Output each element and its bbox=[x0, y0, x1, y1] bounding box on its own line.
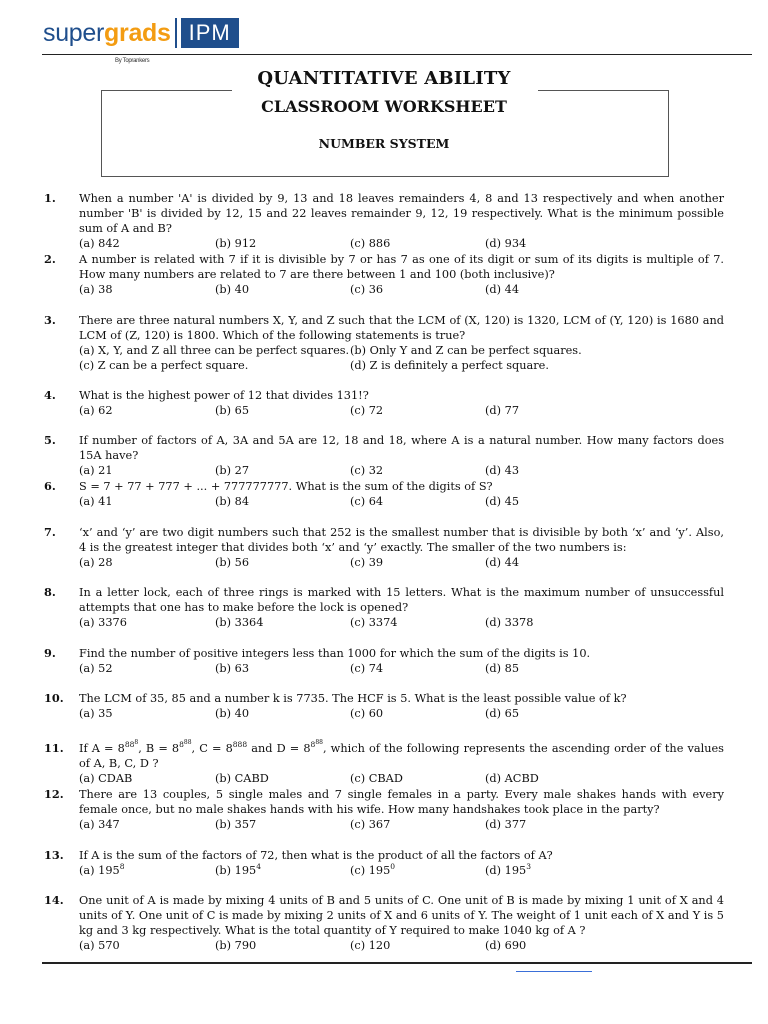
option-b: (b) 790 bbox=[215, 939, 257, 952]
question-number: 1. bbox=[44, 191, 56, 205]
page-title: QUANTITATIVE ABILITY bbox=[257, 68, 511, 89]
option-c: (c) CBAD bbox=[350, 772, 403, 785]
question-text: The LCM of 35, 85 and a number k is 7735. The HCF is 5. What is the least possible value of k? bbox=[79, 692, 627, 705]
question-number: 13. bbox=[44, 848, 64, 862]
question-8 bbox=[44, 585, 724, 630]
logo-wordmark bbox=[43, 18, 171, 64]
option-a: (a) X, Y, and Z all three can be perfect squares. bbox=[79, 344, 350, 357]
option-d: (d) 690 bbox=[485, 939, 527, 952]
option-d: (d) 85 bbox=[485, 662, 520, 675]
option-row bbox=[79, 706, 724, 721]
option-b: (b) 912 bbox=[215, 237, 257, 250]
question-text: When a number 'A' is divided by 9, 13 and 18 leaves remainders 4, 8 and 13 respectively and when another number 'B' is divided by 12, 15 and 22 leaves remainder 9, 12, 19 respectively. What is the minimum possible sum of A and B? bbox=[79, 192, 724, 235]
question-10 bbox=[44, 691, 724, 721]
option-c: (c) 3374 bbox=[350, 616, 398, 629]
question-number: 7. bbox=[44, 525, 56, 539]
option-row bbox=[79, 358, 724, 373]
question-text: There are 13 couples, 5 single males and 7 single females in a party. Every male shakes hands with every female once, but no male shakes hands with his wife. How many handshakes took place in the party? bbox=[79, 788, 724, 816]
option-b: (b) 84 bbox=[215, 495, 250, 508]
option-row bbox=[79, 463, 724, 478]
option-a: (a) 21 bbox=[79, 464, 113, 477]
logo-tagline: By Toprankers bbox=[115, 58, 150, 64]
option-d: (d) 44 bbox=[485, 556, 520, 569]
option-row bbox=[79, 661, 724, 676]
footer-link-underline[interactable] bbox=[516, 971, 592, 972]
option-a: (a) 62 bbox=[79, 404, 113, 417]
logo-ipm: IPM bbox=[181, 18, 239, 48]
topic-heading: NUMBER SYSTEM bbox=[318, 136, 450, 151]
option-c: (c) 60 bbox=[350, 707, 384, 720]
option-b: (b) 63 bbox=[215, 662, 250, 675]
question-4 bbox=[44, 388, 724, 418]
question-text: Find the number of positive integers less than 1000 for which the sum of the digits is 10. bbox=[79, 647, 591, 660]
question-1 bbox=[44, 191, 724, 251]
option-b: (b) 357 bbox=[215, 818, 257, 831]
question-text: What is the highest power of 12 that divides 131!? bbox=[79, 389, 369, 402]
option-b: (b) 65 bbox=[215, 404, 250, 417]
question-number: 9. bbox=[44, 646, 56, 660]
option-a: (a) CDAB bbox=[79, 772, 133, 785]
page-subtitle: CLASSROOM WORKSHEET bbox=[261, 97, 507, 116]
question-number: 4. bbox=[44, 388, 56, 402]
question-number: 12. bbox=[44, 787, 64, 801]
option-a: (a) 570 bbox=[79, 939, 120, 952]
option-b: (b) 40 bbox=[215, 283, 250, 296]
option-d: (d) ACBD bbox=[485, 772, 539, 785]
option-c: (c) 886 bbox=[350, 237, 391, 250]
question-2 bbox=[44, 252, 724, 297]
question-text: A number is related with 7 if it is divisible by 7 or has 7 as one of its digit or sum of its digits is multiple of 7. How many numbers are related to 7 are there between 1 and 100 (both inclusive)? bbox=[79, 253, 724, 281]
option-d: (d) 65 bbox=[485, 707, 520, 720]
option-a: (a) $195^8$ bbox=[79, 862, 125, 877]
option-d: (d) 44 bbox=[485, 283, 520, 296]
option-row bbox=[79, 615, 724, 630]
option-row bbox=[79, 863, 724, 878]
option-b: (b) 56 bbox=[215, 556, 250, 569]
option-row bbox=[79, 403, 724, 418]
option-row bbox=[79, 817, 724, 832]
option-c: (c) $195^0$ bbox=[350, 862, 396, 877]
option-row bbox=[79, 343, 724, 358]
option-b: (b) Only Y and Z can be perfect squares. bbox=[350, 344, 582, 357]
option-b: (b) 27 bbox=[215, 464, 250, 477]
option-c: (c) 74 bbox=[350, 662, 384, 675]
question-14 bbox=[44, 893, 724, 953]
option-c: (c) 72 bbox=[350, 404, 384, 417]
option-d: (d) 45 bbox=[485, 495, 520, 508]
question-number: 10. bbox=[44, 691, 64, 705]
option-d: (d) 377 bbox=[485, 818, 527, 831]
option-a: (a) 35 bbox=[79, 707, 113, 720]
option-c: (c) 120 bbox=[350, 939, 391, 952]
option-d: (d) 43 bbox=[485, 464, 520, 477]
question-11 bbox=[44, 741, 724, 786]
question-text: One unit of A is made by mixing 4 units of B and 5 units of C. One unit of B is made by mixing 1 unit of X and 4 units of Y. One unit of C is made by mixing 2 units of X and 6 units of Y. The weight of 1 unit each of X and Y is 5 kg and 3 kg respectively. What is the total quantity of Y required to make 1040 kg of A ? bbox=[79, 894, 724, 937]
question-number: 3. bbox=[44, 313, 56, 327]
option-b: (b) $195^4$ bbox=[215, 862, 261, 877]
option-row bbox=[79, 494, 724, 509]
question-3 bbox=[44, 313, 724, 373]
option-d: (d) $195^3$ bbox=[485, 862, 531, 877]
brand-logo bbox=[43, 18, 239, 64]
logo-divider bbox=[175, 18, 177, 48]
option-a: (a) 52 bbox=[79, 662, 113, 675]
question-text: ‘x’ and ‘y’ are two digit numbers such that 252 is the smallest number that is divisible by both ‘x’ and ‘y’. Also, 4 is the greatest integer that divides both ‘x’ and ‘y’ exactly. The smaller of the two numbers is: bbox=[79, 526, 724, 554]
option-row bbox=[79, 236, 724, 251]
question-7 bbox=[44, 525, 724, 570]
option-row bbox=[79, 771, 724, 786]
option-c: (c) 39 bbox=[350, 556, 384, 569]
header-rule bbox=[42, 54, 752, 55]
logo-grads: grads bbox=[104, 19, 171, 47]
option-row bbox=[79, 938, 724, 953]
option-d: (d) 3378 bbox=[485, 616, 534, 629]
question-number: 5. bbox=[44, 433, 56, 447]
option-a: (a) 28 bbox=[79, 556, 113, 569]
question-text: If A is the sum of the factors of 72, then what is the product of all the factors of A? bbox=[79, 849, 553, 862]
question-number: 2. bbox=[44, 252, 56, 266]
option-d: (d) 77 bbox=[485, 404, 520, 417]
option-c: (c) Z can be a perfect square. bbox=[79, 359, 249, 372]
option-a: (a) 3376 bbox=[79, 616, 127, 629]
option-b: (b) 3364 bbox=[215, 616, 264, 629]
option-a: (a) 38 bbox=[79, 283, 113, 296]
question-5 bbox=[44, 433, 724, 478]
question-number: 11. bbox=[44, 741, 64, 755]
question-number: 6. bbox=[44, 479, 56, 493]
question-text: There are three natural numbers X, Y, and Z such that the LCM of (X, 120) is 1320, LCM of (Y, 120) is 1680 and LCM of (Z, 120) is 1800. Which of the following statements is true? bbox=[79, 314, 724, 342]
option-b: (b) CABD bbox=[215, 772, 269, 785]
option-c: (c) 64 bbox=[350, 495, 384, 508]
option-c: (c) 367 bbox=[350, 818, 391, 831]
question-text: If number of factors of A, 3A and 5A are 12, 18 and 18, where A is a natural number. How many factors does 15A have? bbox=[79, 434, 724, 462]
question-number: 14. bbox=[44, 893, 64, 907]
option-row bbox=[79, 282, 724, 297]
option-b: (b) 40 bbox=[215, 707, 250, 720]
option-a: (a) 842 bbox=[79, 237, 120, 250]
question-text: If $A = 8^{88^8}$, $B = 8^{8^{88}}$, $C = 8^{888}$ and $D = 8^{8^{88}}$, which of the following represents the ascending order of the values of A, B, C, D ? bbox=[79, 739, 724, 770]
option-c: (c) 36 bbox=[350, 283, 384, 296]
question-6 bbox=[44, 479, 724, 509]
question-text: S = 7 + 77 + 777 + ... + 777777777. What is the sum of the digits of S? bbox=[79, 480, 493, 493]
footer-rule bbox=[42, 962, 752, 964]
option-c: (c) 32 bbox=[350, 464, 384, 477]
option-a: (a) 41 bbox=[79, 495, 113, 508]
logo-super: super bbox=[43, 19, 105, 47]
question-13 bbox=[44, 848, 724, 878]
question-text: In a letter lock, each of three rings is marked with 15 letters. What is the maximum number of unsuccessful attempts that one has to make before the lock is opened? bbox=[79, 586, 724, 614]
option-row bbox=[79, 555, 724, 570]
option-a: (a) 347 bbox=[79, 818, 120, 831]
option-d: (d) 934 bbox=[485, 237, 527, 250]
question-number: 8. bbox=[44, 585, 56, 599]
option-d: (d) Z is definitely a perfect square. bbox=[350, 359, 549, 372]
question-9 bbox=[44, 646, 724, 676]
question-12 bbox=[44, 787, 724, 832]
